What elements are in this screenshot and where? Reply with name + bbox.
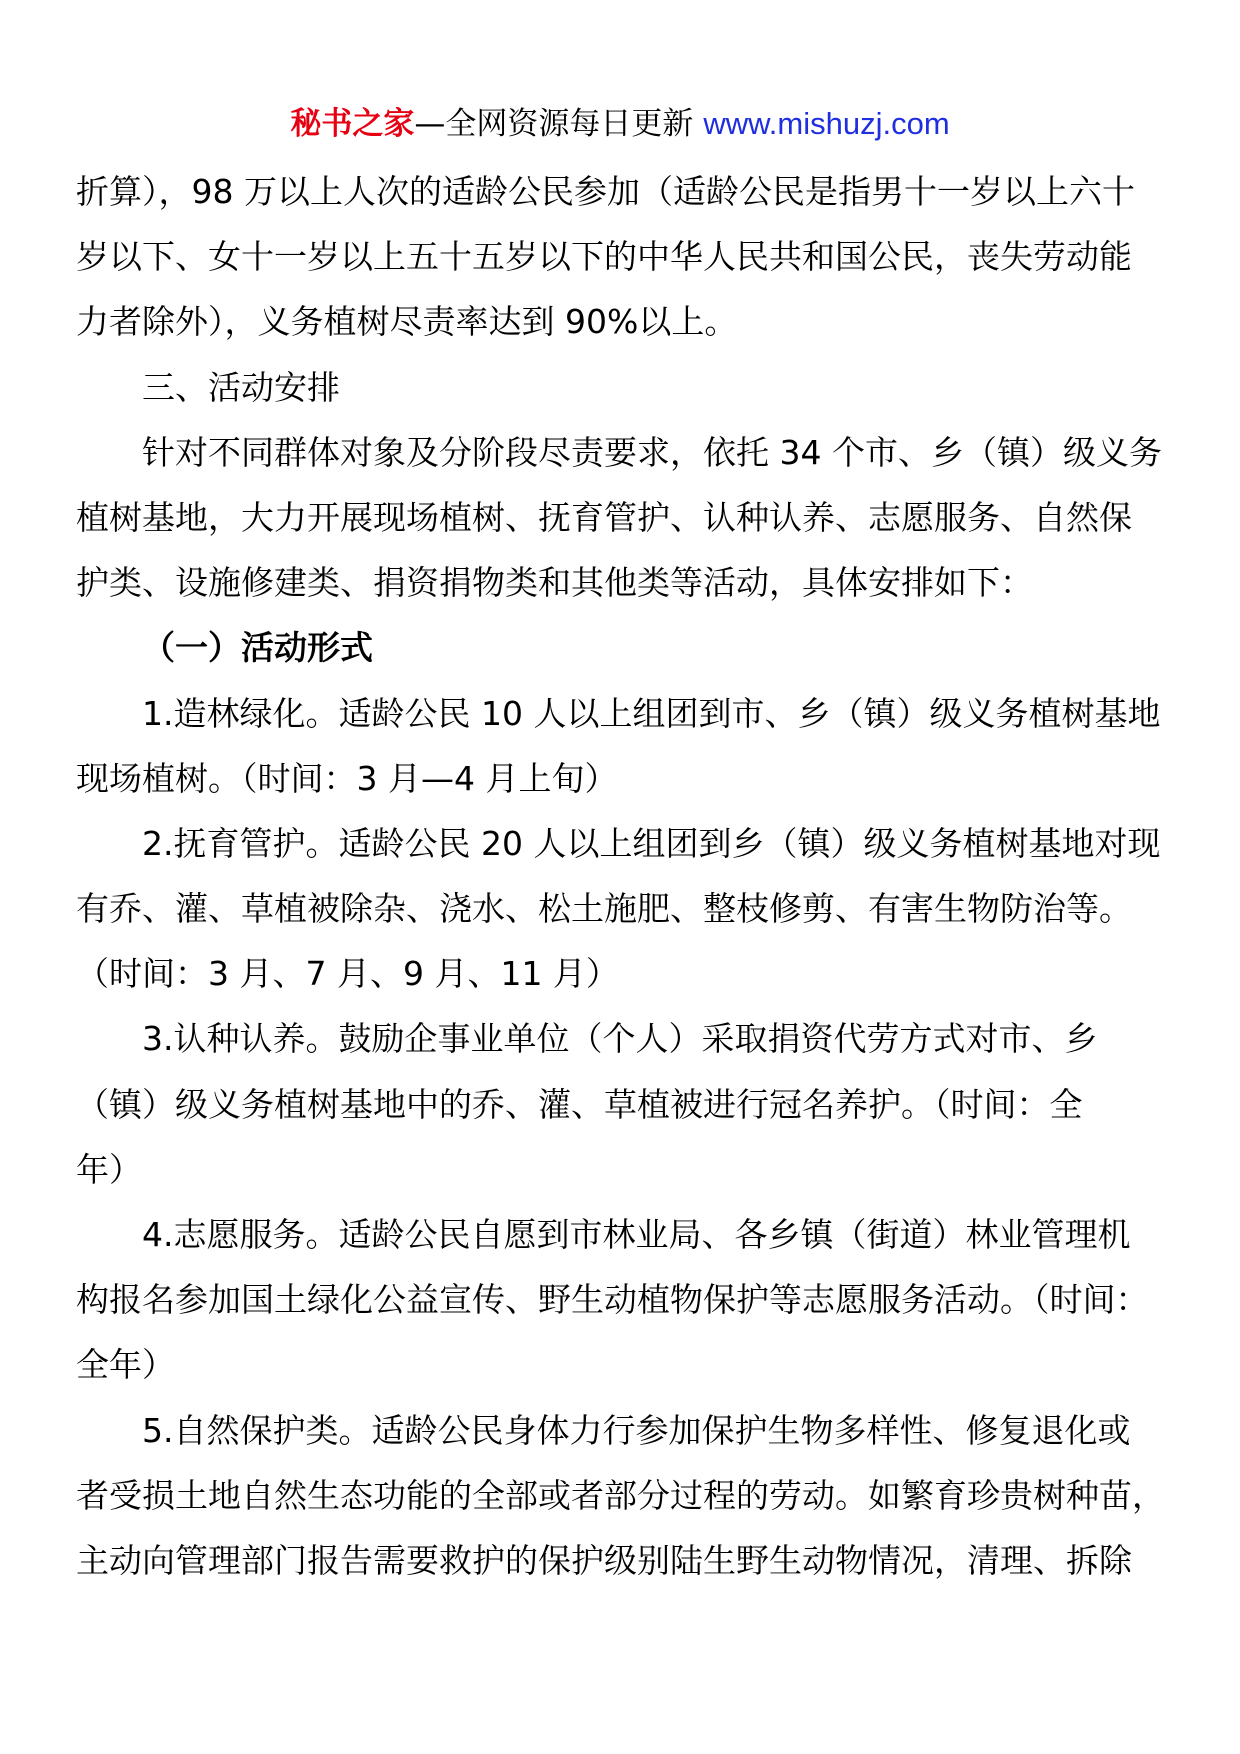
list-item [76,1202,1186,1398]
subsection-heading [76,615,1186,680]
list-item [76,1006,1186,1202]
list-item [76,811,1186,1007]
paragraph-line: 5.自然保护类。适龄公民身体力行参加保护生物多样性、修复退化或 [142,1410,1131,1450]
list-item [76,681,1186,811]
paragraph-line: 针对不同群体对象及分阶段尽责要求，依托 34 个市、乡（镇）级义务 [142,432,1162,472]
paragraph [76,159,1186,355]
paragraph-line: 力者除外），义务植树尽责率达到 90%以上。 [76,302,738,342]
paragraph [76,420,1186,616]
paragraph-line: 主动向管理部门报告需要救护的保护级别陆生野生动物情况，清理、拆除 [76,1540,1132,1580]
list-item [76,1398,1186,1594]
subsection-heading-text: （一）活动形式 [142,628,373,668]
paragraph-line: 有乔、灌、草植被除杂、浇水、松土施肥、整枝修剪、有害生物防治等。 [76,889,1132,929]
section-heading [76,355,1186,420]
paragraph-line: 3.认种认养。鼓励企事业单位（个人）采取捐资代劳方式对市、乡 [142,1019,1098,1059]
paragraph-line: 护类、设施修建类、捐资捐物类和其他类等活动，具体安排如下： [76,563,1033,603]
paragraph-line: 现场植树。（时间：3 月—4 月上旬） [76,758,618,798]
paragraph-line: 年） [76,1149,142,1189]
document-body [76,159,1186,1593]
section-heading-text: 三、活动安排 [142,367,340,407]
paragraph-line: 4.志愿服务。适龄公民自愿到市林业局、各乡镇（街道）林业管理机 [142,1215,1131,1254]
paragraph-line: 折算），98 万以上人次的适龄公民参加（适龄公民是指男十一岁以上六十 [76,172,1135,211]
paragraph-line: 者受损土地自然生态功能的全部或者部分过程的劳动。如繁育珍贵树种苗， [76,1475,1165,1515]
paragraph-line: 构报名参加国土绿化公益宣传、野生动植物保护等志愿服务活动。（时间： [76,1280,1149,1320]
paragraph-line: 植树基地，大力开展现场植树、抚育管护、认种认养、志愿服务、自然保 [76,497,1132,537]
paragraph-line: 1.造林绿化。适龄公民 10 人以上组团到市、乡（镇）级义务植树基地 [142,693,1161,733]
site-banner [0,91,1240,156]
banner-tagline: —全网资源每日更新 [414,106,694,142]
brand-name: 秘书之家 [290,106,415,142]
paragraph-line: （镇）级义务植树基地中的乔、灌、草植被进行冠名养护。（时间：全 [76,1084,1083,1124]
paragraph-line: （时间：3 月、7 月、9 月、11 月） [76,954,619,994]
paragraph-line: 岁以下、女十一岁以上五十五岁以下的中华人民共和国公民，丧失劳动能 [76,237,1132,277]
site-url: www.mishuzj.com [703,106,950,141]
paragraph-line: 全年） [76,1345,175,1385]
paragraph-line: 2.抚育管护。适龄公民 20 人以上组团到乡（镇）级义务植树基地对现 [142,823,1161,863]
